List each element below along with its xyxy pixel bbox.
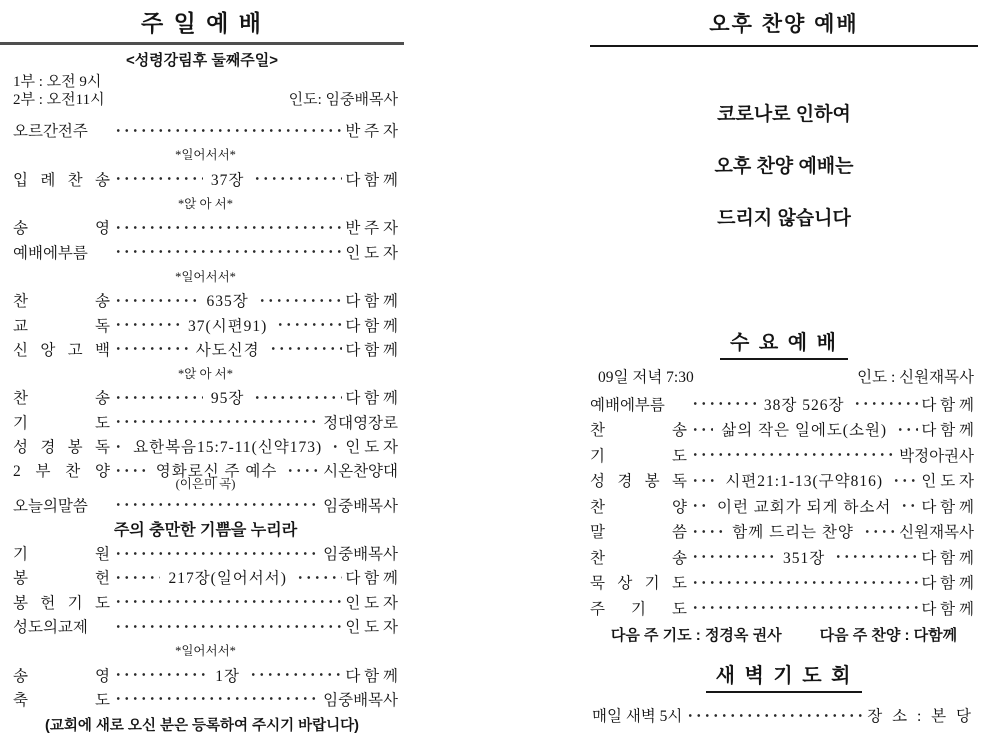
dotted-leader xyxy=(113,337,188,361)
row-right-value: 다 함 께 xyxy=(345,390,398,408)
row-label: 찬 송 xyxy=(13,293,110,311)
row-right-value: 임중배목사 xyxy=(323,691,398,709)
row-label: 성 경 봉 독 xyxy=(590,473,687,491)
row-label: 찬 송 xyxy=(590,549,687,567)
newcomer-note: (교회에 새로 오신 분은 등록하여 주시기 바랍니다) xyxy=(45,718,359,735)
row-label: 입 례 찬 송 xyxy=(13,171,110,189)
row-label: 봉 헌 기 도 xyxy=(13,594,110,612)
row-label: 예배에부름 xyxy=(590,396,665,414)
row-right-value: 시온찬양대 xyxy=(323,463,398,481)
row-label: 신 앙 고 백 xyxy=(13,341,110,359)
service-leader: 인도: 임중배목사 xyxy=(288,92,398,108)
row-center-value: 함께 드리는 찬양 xyxy=(732,524,854,542)
dotted-leader xyxy=(268,337,343,361)
row-center-value: 95장 xyxy=(210,390,245,408)
dawn-prayer-time: 매일 새벽 5시 xyxy=(592,708,683,725)
row-subnote: (이은미 곡) xyxy=(175,477,236,492)
dotted-leader xyxy=(275,312,342,336)
posture-note: *일어서서* xyxy=(175,269,236,284)
row-center-value: 635장 xyxy=(206,293,249,311)
dotted-leader xyxy=(895,417,918,443)
worship-order-row xyxy=(13,614,398,638)
wednesday-worship-title: 수 요 예 배 xyxy=(720,331,848,360)
dotted-leader xyxy=(257,288,343,312)
row-label: 기 도 xyxy=(590,447,687,465)
dawn-prayer-title: 새 벽 기 도 회 xyxy=(706,664,863,693)
service-time-first: 1부 : 오전 9시 xyxy=(13,74,102,90)
wednesday-worship-order-list xyxy=(590,391,978,621)
worship-order-row xyxy=(13,434,398,458)
sunday-worship-section xyxy=(0,0,404,737)
dotted-leader xyxy=(690,442,896,468)
next-week-praise: 다음 주 찬양 : 다함께 xyxy=(819,626,958,644)
row-center-value: 37장 xyxy=(210,171,245,189)
dotted-leader xyxy=(833,544,918,570)
worship-order-row xyxy=(13,663,398,687)
row-label: 주 기 도 xyxy=(590,600,687,618)
worship-order-row xyxy=(13,118,398,142)
row-center-value: 사도신경 xyxy=(195,341,260,359)
row-right-value: 다 함 께 xyxy=(345,341,399,359)
row-right-value: 다 함 께 xyxy=(921,498,974,516)
sermon-title: 주의 충만한 기쁨을 누리라 xyxy=(113,522,298,540)
dotted-leader xyxy=(248,663,342,687)
dawn-prayer-row xyxy=(590,703,978,727)
row-label: 2 부 찬 양 xyxy=(13,463,110,481)
row-right-value: 다 함 께 xyxy=(921,600,974,618)
dawn-prayer-section xyxy=(590,664,978,727)
dotted-leader xyxy=(690,468,717,494)
row-right-value: 다 함 께 xyxy=(921,549,974,567)
covid-notice-line: 드리지 않습니다 xyxy=(717,208,851,229)
dotted-leader xyxy=(113,118,342,142)
dotted-leader xyxy=(690,391,756,417)
worship-order-row xyxy=(13,239,398,263)
covid-notice-line: 오후 찬양 예배는 xyxy=(714,156,854,177)
dotted-leader xyxy=(113,663,207,687)
dotted-leader xyxy=(113,215,342,239)
row-right-value: 신원재목사 xyxy=(899,524,974,542)
row-right-value: 인 도 자 xyxy=(345,619,398,637)
worship-order-row xyxy=(13,492,398,516)
row-right-value: 임중배목사 xyxy=(323,497,398,515)
dotted-leader xyxy=(113,434,125,458)
row-right-value: 다 함 께 xyxy=(345,317,399,335)
covid-notice-line: 코로나로 인하여 xyxy=(717,104,851,125)
row-center-value: 시편21:1-13(구약816) xyxy=(725,473,884,491)
dotted-leader xyxy=(113,614,342,638)
service-times xyxy=(0,74,404,109)
wednesday-worship-section xyxy=(590,331,978,646)
wednesday-leader: 인도 : 신원재목사 xyxy=(857,369,974,386)
worship-order-row xyxy=(590,442,974,468)
row-right-value: 다 함 께 xyxy=(345,667,398,685)
row-right-value: 다 함 께 xyxy=(345,570,398,588)
wednesday-header xyxy=(590,368,978,388)
row-right-value: 박정아권사 xyxy=(899,447,974,465)
row-label: 봉 헌 xyxy=(13,570,110,588)
dotted-leader xyxy=(113,492,320,516)
dotted-leader xyxy=(690,417,713,443)
row-right-value: 인 도 자 xyxy=(921,473,975,491)
row-label: 송 영 xyxy=(13,220,110,238)
row-label: 기 도 xyxy=(13,414,110,432)
dawn-prayer-place: 장 소 : 본 당 xyxy=(867,708,974,725)
next-week-assignments xyxy=(590,626,978,646)
dotted-leader xyxy=(295,565,342,589)
dotted-leader xyxy=(852,391,918,417)
dotted-leader xyxy=(690,493,709,519)
worship-order-row xyxy=(13,541,398,565)
row-right-value: 다 함 께 xyxy=(345,293,398,311)
wednesday-time: 09일 저녁 7:30 xyxy=(598,369,694,386)
row-right-value: 인 도 자 xyxy=(345,439,399,456)
row-label: 찬 송 xyxy=(13,390,110,408)
worship-order-row xyxy=(13,590,398,614)
row-label: 송 영 xyxy=(13,667,110,685)
row-center-value: 영화로신 주 예수 xyxy=(155,463,278,481)
row-label: 축 도 xyxy=(13,691,110,709)
worship-order-row xyxy=(13,312,398,336)
dotted-leader xyxy=(899,493,918,519)
dotted-leader xyxy=(113,541,320,565)
dotted-leader xyxy=(113,458,148,482)
dotted-leader xyxy=(690,570,918,596)
next-week-prayer: 다음 주 기도 : 정경옥 권사 xyxy=(610,626,782,644)
title-rule xyxy=(590,45,978,47)
afternoon-praise-section xyxy=(590,0,978,231)
row-label: 예배에부름 xyxy=(13,244,88,262)
dotted-leader xyxy=(113,288,199,312)
row-center-value: 1장 xyxy=(215,667,241,685)
dotted-leader xyxy=(252,167,342,191)
row-right-value: 다 함 께 xyxy=(921,422,975,440)
posture-note: *앉 아 서* xyxy=(178,367,233,382)
dotted-leader xyxy=(113,239,342,263)
row-label: 말 씀 xyxy=(590,524,687,542)
dotted-leader xyxy=(113,385,203,409)
row-right-value: 다 함 께 xyxy=(921,575,974,593)
posture-note: *앉 아 서* xyxy=(178,197,233,212)
worship-order-row xyxy=(590,417,974,443)
worship-order-row xyxy=(590,519,974,545)
worship-order-row xyxy=(13,215,398,239)
dotted-leader xyxy=(113,167,203,191)
sunday-worship-order-list xyxy=(0,118,404,711)
sunday-worship-title: 주 일 예 배 xyxy=(140,10,264,36)
dotted-leader xyxy=(285,458,320,482)
row-label: 오늘의말씀 xyxy=(13,497,88,515)
row-label: 성 경 봉 독 xyxy=(13,439,110,456)
worship-order-row xyxy=(13,385,398,409)
dotted-leader xyxy=(690,544,775,570)
worship-order-row xyxy=(590,570,974,596)
dotted-leader xyxy=(862,519,896,545)
worship-order-row xyxy=(13,288,398,312)
row-right-value: 정대영장로 xyxy=(323,414,398,432)
title-rule xyxy=(0,42,404,45)
posture-note: *일어서서* xyxy=(175,148,236,163)
worship-order-row xyxy=(590,391,974,417)
dotted-leader xyxy=(891,468,918,494)
worship-order-row xyxy=(13,167,398,191)
dotted-leader xyxy=(113,590,342,614)
row-label: 교 독 xyxy=(13,317,110,335)
worship-order-row xyxy=(13,687,398,711)
afternoon-praise-title: 오후 찬양 예배 xyxy=(709,13,859,36)
row-right-value: 인 도 자 xyxy=(345,594,398,612)
service-time-second: 2부 : 오전11시 xyxy=(13,92,105,108)
row-right-value: 임중배목사 xyxy=(323,546,398,564)
row-center-value: 38장 526장 xyxy=(763,396,845,414)
row-center-value: 삶의 작은 일에도(소원) xyxy=(721,422,888,440)
row-label: 찬 양 xyxy=(590,498,687,516)
posture-note: *일어서서* xyxy=(175,644,236,659)
row-center-value: 351장 xyxy=(783,549,826,567)
dotted-leader xyxy=(113,312,180,336)
dotted-leader xyxy=(252,385,342,409)
row-label: 기 원 xyxy=(13,546,110,564)
liturgical-sunday-subtitle: <성령강림후 둘째주일> xyxy=(125,52,279,69)
worship-order-row xyxy=(13,337,398,361)
dotted-leader xyxy=(113,687,320,711)
row-right-value: 다 함 께 xyxy=(345,171,398,189)
row-label: 성도의교제 xyxy=(13,619,88,637)
worship-order-row xyxy=(590,493,974,519)
worship-order-row xyxy=(13,410,398,434)
row-right-value: 반 주 자 xyxy=(345,220,398,238)
worship-order-row xyxy=(590,544,974,570)
dotted-leader xyxy=(690,595,918,621)
dotted-leader xyxy=(685,703,864,727)
row-center-value: 37(시편91) xyxy=(188,317,268,335)
worship-order-row xyxy=(590,468,974,494)
dotted-leader xyxy=(690,519,724,545)
row-label: 오르간전주 xyxy=(13,123,88,141)
dotted-leader xyxy=(113,565,160,589)
row-center-value: 이런 교회가 되게 하소서 xyxy=(716,498,892,516)
dotted-leader xyxy=(113,410,320,434)
row-right-value: 인 도 자 xyxy=(345,244,398,262)
row-right-value: 다 함 께 xyxy=(921,396,974,414)
worship-order-row xyxy=(590,595,974,621)
row-center-value: 217장(일어서서) xyxy=(168,570,287,588)
worship-order-row xyxy=(13,565,398,589)
dotted-leader xyxy=(330,434,342,458)
row-center-value: 요한복음15:7-11(신약173) xyxy=(133,439,323,456)
row-right-value: 반 주 자 xyxy=(345,123,398,141)
row-label: 묵 상 기 도 xyxy=(590,575,687,593)
row-label: 찬 송 xyxy=(590,422,687,440)
